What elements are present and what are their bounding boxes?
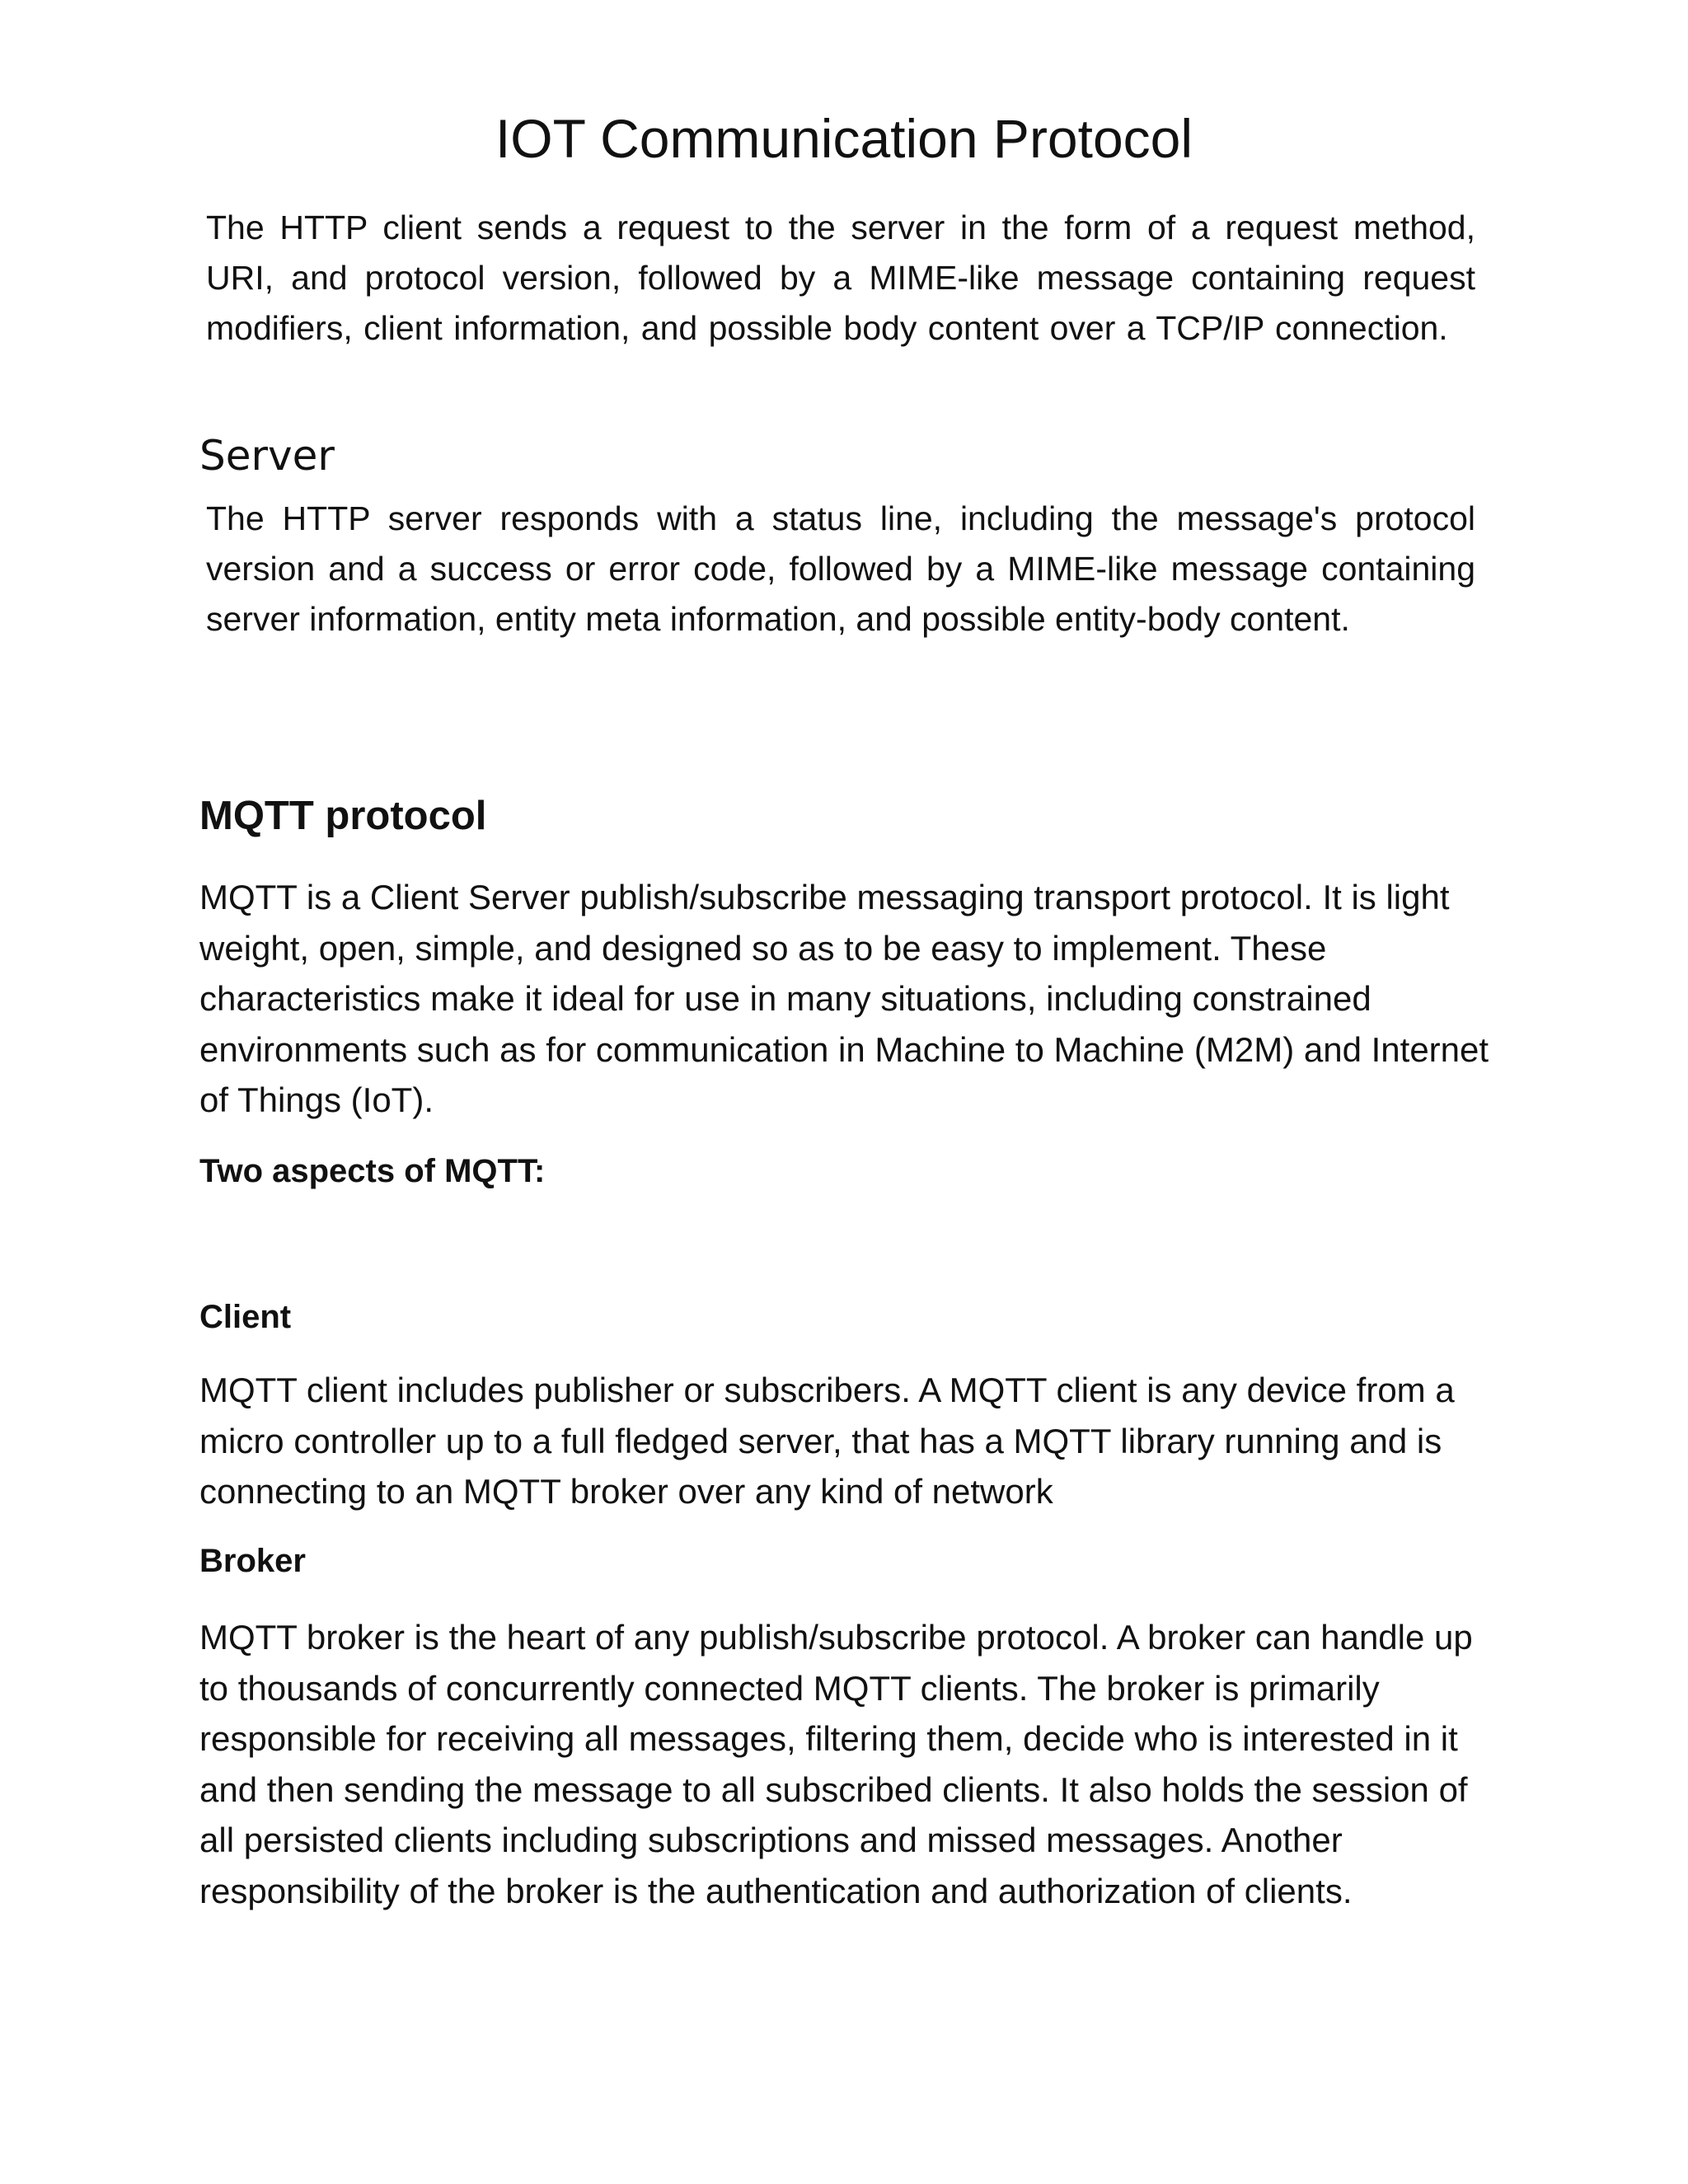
broker-paragraph: MQTT broker is the heart of any publish/subscribe protocol. A broker can handle up to thousands of concurrently connected MQTT clients. The broker is primarily responsible for receiving all messages, filtering them, decide who is interested in it and then sending the message to all subscribed clients. It also holds the session of all persisted clients including subscriptions and missed messages. Another responsibility of the broker is the authentication and authorization of clients.	[199, 1618, 1473, 1910]
server-paragraph: The HTTP server responds with a status line, including the message's protocol version and a success or error code, followed by a MIME-like message containing server information, entity meta information, and possible entity-body content.	[206, 499, 1475, 638]
mqtt-protocol-heading: MQTT protocol	[199, 794, 487, 838]
broker-heading: Broker	[199, 1543, 306, 1579]
client-paragraph: MQTT client includes publisher or subscribers. A MQTT client is any device from a micro controller up to a full fledged server, that has a MQTT library running and is connecting to an MQTT broker over any kind of network	[199, 1371, 1455, 1511]
server-heading: Server	[199, 432, 335, 480]
http-client-paragraph: The HTTP client sends a request to the server in the form of a request method, URI, and protocol version, followed by a MIME-like message containing request modifiers, client information, and possible body content over a TCP/IP connection.	[206, 209, 1475, 347]
mqtt-aspects-heading: Two aspects of MQTT:	[199, 1153, 546, 1189]
client-heading: Client	[199, 1299, 292, 1335]
document-title: IOT Communication Protocol	[495, 108, 1193, 169]
mqtt-description-paragraph: MQTT is a Client Server publish/subscribe messaging transport protocol. It is light weight, open, simple, and designed so as to be easy to implement. These characteristics make it ideal for use in many situations, including constrained environments such as for communication in Machine to Machine (M2M) and Internet of Things (IoT).	[199, 878, 1489, 1119]
